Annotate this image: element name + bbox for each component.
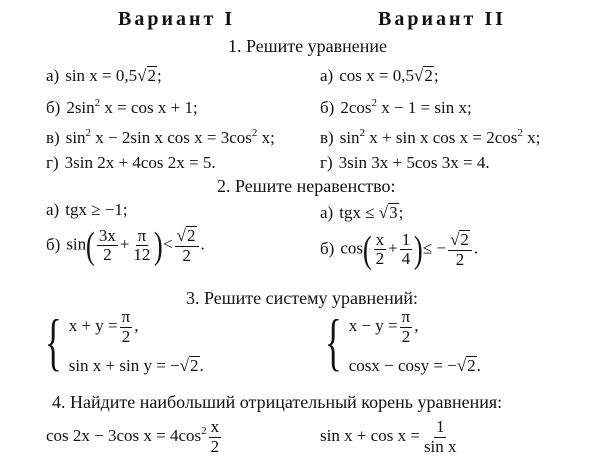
variant-1-heading: Вариант I (118, 8, 236, 30)
task-4-left: cos 2x − 3cos $x = 4\cos^2$ $\frac{x}{2}$ (46, 417, 220, 456)
task-2-title: 2. Решите неравенство: (217, 176, 396, 196)
task-1-right-a: а) cos x = 0,5√2; (320, 66, 439, 85)
system-brace-right: { (324, 306, 342, 378)
task-2-right-a: а) tgx ≤ √3; (320, 203, 404, 222)
task-3-left-eq2: sin x + sin y = −√2. (68, 356, 204, 376)
task-1-right-b: б) $2\cos^2$ x − 1 = sin x; (320, 97, 472, 117)
task-3-right-system (318, 308, 481, 376)
task-3-left-eq1: x + y = $\frac{\pi}{2}$ , (68, 307, 139, 346)
task-1-left-b: б) $2\sin^2$ x = cos x + 1; (46, 97, 198, 117)
task-1-left-c: в) $\sin^2 x - 2\sin$ x $\cos x = 3\cos^2$ x; (46, 127, 275, 147)
task-1-left-d: г) 3sin 2x + 4cos 2x = 5. (46, 153, 216, 172)
task-2-left-a: а) tgx ≥ −1; (46, 200, 128, 219)
task-2-left-b: б) sin( $\frac{3x}{2}$ + $\frac{\pi}{12}$ )< $\frac{√2}{2}$ . (46, 224, 205, 267)
task-2-right-b: б) cos( $\frac{x}{2}$ + $\frac{1}{4}$ )≤ − $\frac{√2}{2}$ . (320, 228, 479, 271)
task-4-right: sin x + cos x = $\frac{1}{\text{sin x}}$ (320, 417, 457, 456)
variant-2-heading: Вариант II (378, 8, 506, 30)
task-3-right-eq2: cosx − cosy = −√2. (348, 356, 481, 376)
task-1-right-c: в) $\sin^2 x + \sin x$ $\cos x = 2\cos^2$ x; (320, 127, 541, 147)
task-1-left-a: а) sin x = 0,5√2; (46, 66, 162, 85)
task-1-title: 1. Решите уравнение (228, 36, 387, 56)
task-3-right-eq1: x − y = $\frac{\pi}{2}$ , (348, 307, 419, 346)
system-brace-left: { (44, 306, 62, 378)
task-4-title: 4. Найдите наибольший отрицательный корень уравнения: (52, 392, 503, 412)
task-3-left-system (38, 308, 204, 376)
task-3-title: 3. Решите систему уравнений: (186, 288, 418, 308)
task-1-right-d: г) 3sin 3x + 5cos 3x = 4. (320, 153, 490, 172)
